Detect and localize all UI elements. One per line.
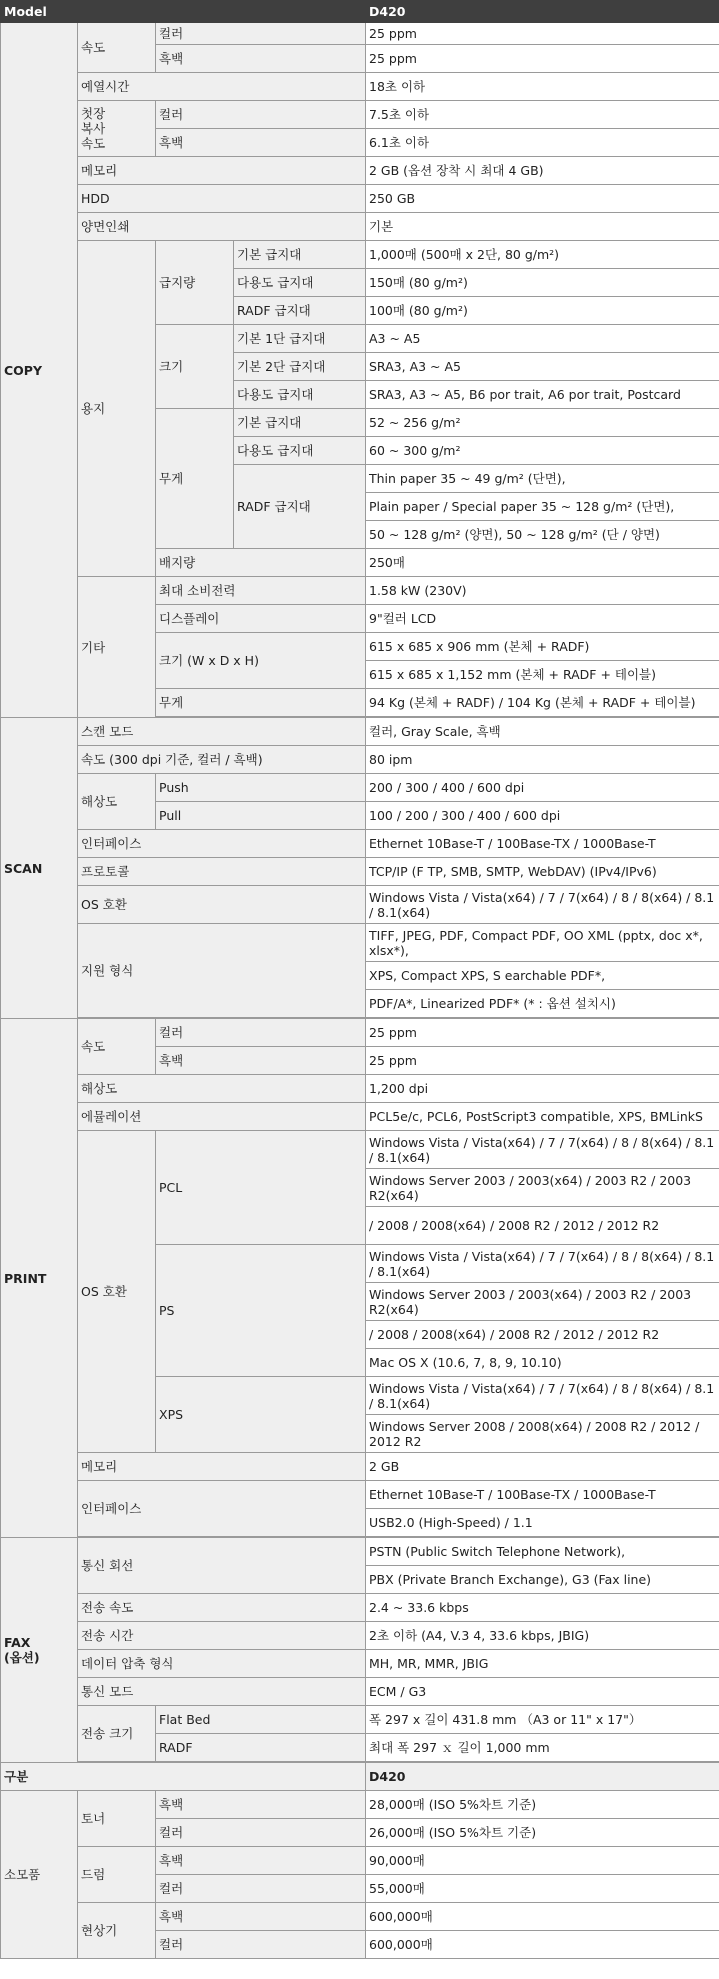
scan-mode-value: 컬러, Gray Scale, 흑백 (366, 718, 719, 746)
dev-mono-value: 600,000매 (366, 1903, 719, 1931)
cap-radf-value: 100매 (80 g/m²) (366, 297, 719, 325)
size-std1-label: 기본 1단 급지대 (234, 325, 366, 353)
hdd-label: HDD (78, 185, 366, 213)
dev-mono-label: 흑백 (156, 1903, 366, 1931)
pcl-value-2: Windows Server 2003 / 2003(x64) / 2003 R2 / 2003 R2(x64) (366, 1169, 719, 1207)
memory-value: 2 GB (옵션 장착 시 최대 4 GB) (366, 157, 719, 185)
scan-if-label: 인터페이스 (78, 830, 366, 858)
line-value-2: PBX (Private Branch Exchange), G3 (Fax line) (366, 1566, 719, 1594)
size-mp-value: SRA3, A3 ~ A5, B6 por trait, A6 por trait, Postcard (366, 381, 719, 409)
print-res-value: 1,200 dpi (366, 1075, 719, 1103)
xps-value-1: Windows Vista / Vista(x64) / 7 / 7(x64) / 8 / 8(x64) / 8.1 / 8.1(x64) (366, 1377, 719, 1415)
section-print: PRINT (1, 1019, 78, 1538)
protocol-label: 프로토콜 (78, 858, 366, 886)
output-label: 배지량 (156, 549, 366, 577)
display-label: 디스플레이 (156, 605, 366, 633)
xps-value-2: Windows Server 2008 / 2008(x64) / 2008 R2 / 2012 / 2012 R2 (366, 1415, 719, 1453)
paper-weight-label: 무게 (156, 409, 234, 549)
first-copy-color-value: 7.5초 이하 (366, 101, 719, 129)
dims-value-1: 615 x 685 x 906 mm (본체 + RADF) (366, 633, 719, 661)
wt-std-value: 52 ~ 256 g/m² (366, 409, 719, 437)
ps-label: PS (156, 1245, 366, 1377)
print-speed-label: 속도 (78, 1019, 156, 1075)
pull-label: Pull (156, 802, 366, 830)
copy-speed-label: 속도 (78, 23, 156, 73)
ps-value-3: / 2008 / 2008(x64) / 2008 R2 / 2012 / 2012 R2 (366, 1321, 719, 1349)
hdd-value: 250 GB (366, 185, 719, 213)
size-std2-value: SRA3, A3 ~ A5 (366, 353, 719, 381)
print-mono-label: 흑백 (156, 1047, 366, 1075)
weight-label: 무게 (156, 689, 366, 717)
pcl-value-3: / 2008 / 2008(x64) / 2008 R2 / 2012 / 2012 R2 (366, 1207, 719, 1245)
pcl-value-1: Windows Vista / Vista(x64) / 7 / 7(x64) / 8 / 8(x64) / 8.1 / 8.1(x64) (366, 1131, 719, 1169)
category-row (1, 1763, 719, 1791)
wt-radf-value-1: Thin paper 35 ~ 49 g/m² (단면), (366, 465, 719, 493)
scan-if-value: Ethernet 10Base-T / 100Base-TX / 1000Base-T (366, 830, 719, 858)
wt-radf-value-2: Plain paper / Special paper 35 ~ 128 g/m² (단면), (366, 493, 719, 521)
first-copy-label: 첫장 복사 속도 (78, 101, 156, 157)
toner-mono-label: 흑백 (156, 1791, 366, 1819)
copy-speed-color-label: 컬러 (156, 23, 366, 45)
scan-mode-label: 스캔 모드 (78, 718, 366, 746)
duplex-label: 양면인쇄 (78, 213, 366, 241)
toner-label: 토너 (78, 1791, 156, 1847)
formats-value-3: PDF/A*, Linearized PDF* (* : 옵션 설치시) (366, 990, 719, 1018)
header-row (1, 1, 719, 23)
paper-label: 용지 (78, 241, 156, 577)
push-value: 200 / 300 / 400 / 600 dpi (366, 774, 719, 802)
formats-label: 지원 형식 (78, 924, 366, 1018)
scan-os-label: OS 호환 (78, 886, 366, 924)
ps-value-4: Mac OS X (10.6, 7, 8, 9, 10.10) (366, 1349, 719, 1377)
emulation-value: PCL5e/c, PCL6, PostScript3 compatible, XPS, BMLinkS (366, 1103, 719, 1131)
first-copy-mono-value: 6.1초 이하 (366, 129, 719, 157)
print-if-value-2: USB2.0 (High-Speed) / 1.1 (366, 1509, 719, 1537)
compression-value: MH, MR, MMR, JBIG (366, 1650, 719, 1678)
drum-color-value: 55,000매 (366, 1875, 719, 1903)
dev-color-label: 컬러 (156, 1931, 366, 1959)
etc-label: 기타 (78, 577, 156, 718)
print-os-label: OS 호환 (78, 1131, 156, 1453)
cap-std-value: 1,000매 (500매 x 2단, 80 g/m²) (366, 241, 719, 269)
size-std2-label: 기본 2단 급지대 (234, 353, 366, 381)
wt-radf-value-3: 50 ~ 128 g/m² (양면), 50 ~ 128 g/m² (단 / 양면) (366, 521, 719, 549)
paper-size-label: 크기 (156, 325, 234, 409)
toner-color-label: 컬러 (156, 1819, 366, 1847)
category-label: 구분 (1, 1763, 366, 1791)
warmup-label: 예열시간 (78, 73, 366, 101)
memory-label: 메모리 (78, 157, 366, 185)
compression-label: 데이터 압축 형식 (78, 1650, 366, 1678)
radf-label: RADF (156, 1734, 366, 1762)
toner-color-value: 26,000매 (ISO 5%차트 기준) (366, 1819, 719, 1847)
wt-mp-value: 60 ~ 300 g/m² (366, 437, 719, 465)
line-value-1: PSTN (Public Switch Telephone Network), (366, 1538, 719, 1566)
wt-std-label: 기본 급지대 (234, 409, 366, 437)
developer-label: 현상기 (78, 1903, 156, 1959)
output-value: 250매 (366, 549, 719, 577)
pull-value: 100 / 200 / 300 / 400 / 600 dpi (366, 802, 719, 830)
comm-mode-value: ECM / G3 (366, 1678, 719, 1706)
ps-value-1: Windows Vista / Vista(x64) / 7 / 7(x64) / 8 / 8(x64) / 8.1 / 8.1(x64) (366, 1245, 719, 1283)
tx-time-value: 2초 이하 (A4, V.3 4, 33.6 kbps, JBIG) (366, 1622, 719, 1650)
drum-mono-value: 90,000매 (366, 1847, 719, 1875)
print-memory-label: 메모리 (78, 1453, 366, 1481)
protocol-value: TCP/IP (F TP, SMB, SMTP, WebDAV) (IPv4/IPv6) (366, 858, 719, 886)
dev-color-value: 600,000매 (366, 1931, 719, 1959)
display-value: 9"컬러 LCD (366, 605, 719, 633)
cap-radf-label: RADF 급지대 (234, 297, 366, 325)
section-fax: FAX (옵션) (1, 1538, 78, 1763)
formats-value-1: TIFF, JPEG, PDF, Compact PDF, OO XML (pptx, doc x*, xlsx*), (366, 924, 719, 962)
section-copy: COPY (1, 23, 78, 718)
dims-value-2: 615 x 685 x 1,152 mm (본체 + RADF + 테이블) (366, 661, 719, 689)
tx-speed-value: 2.4 ~ 33.6 kbps (366, 1594, 719, 1622)
cap-std-label: 기본 급지대 (234, 241, 366, 269)
cap-mp-value: 150매 (80 g/m²) (366, 269, 719, 297)
drum-mono-label: 흑백 (156, 1847, 366, 1875)
dims-label: 크기 (W x D x H) (156, 633, 366, 689)
copy-speed-color-value: 25 ppm (366, 23, 719, 45)
print-if-label: 인터페이스 (78, 1481, 366, 1537)
scan-res-label: 해상도 (78, 774, 156, 830)
paper-capacity-label: 급지량 (156, 241, 234, 325)
print-res-label: 해상도 (78, 1075, 366, 1103)
drum-color-label: 컬러 (156, 1875, 366, 1903)
emulation-label: 에뮬레이션 (78, 1103, 366, 1131)
power-label: 최대 소비전력 (156, 577, 366, 605)
category-model: D420 (366, 1763, 719, 1791)
first-copy-mono-label: 흑백 (156, 129, 366, 157)
model-name: D420 (366, 1, 719, 23)
print-color-label: 컬러 (156, 1019, 366, 1047)
xps-label: XPS (156, 1377, 366, 1453)
size-std1-value: A3 ~ A5 (366, 325, 719, 353)
line-label: 통신 회선 (78, 1538, 366, 1594)
comm-mode-label: 통신 모드 (78, 1678, 366, 1706)
power-value: 1.58 kW (230V) (366, 577, 719, 605)
push-label: Push (156, 774, 366, 802)
wt-radf-label: RADF 급지대 (234, 465, 366, 549)
scan-os-value: Windows Vista / Vista(x64) / 7 / 7(x64) / 8 / 8(x64) / 8.1 / 8.1(x64) (366, 886, 719, 924)
tx-time-label: 전송 시간 (78, 1622, 366, 1650)
drum-label: 드럼 (78, 1847, 156, 1903)
ps-value-2: Windows Server 2003 / 2003(x64) / 2003 R2 / 2003 R2(x64) (366, 1283, 719, 1321)
tx-speed-label: 전송 속도 (78, 1594, 366, 1622)
flatbed-label: Flat Bed (156, 1706, 366, 1734)
duplex-value: 기본 (366, 213, 719, 241)
toner-mono-value: 28,000매 (ISO 5%차트 기준) (366, 1791, 719, 1819)
scan-speed-value: 80 ipm (366, 746, 719, 774)
print-color-value: 25 ppm (366, 1019, 719, 1047)
copy-speed-mono-value: 25 ppm (366, 45, 719, 73)
print-mono-value: 25 ppm (366, 1047, 719, 1075)
pcl-label: PCL (156, 1131, 366, 1245)
radf-value: 최대 폭 297 ｘ 길이 1,000 mm (366, 1734, 719, 1762)
formats-value-2: XPS, Compact XPS, S earchable PDF*, (366, 962, 719, 990)
cap-mp-label: 다용도 급지대 (234, 269, 366, 297)
section-consumables: 소모품 (1, 1791, 78, 1959)
print-memory-value: 2 GB (366, 1453, 719, 1481)
scan-speed-label: 속도 (300 dpi 기준, 컬러 / 흑백) (78, 746, 366, 774)
size-mp-label: 다용도 급지대 (234, 381, 366, 409)
flatbed-value: 폭 297 x 길이 431.8 mm （A3 or 11" x 17"） (366, 1706, 719, 1734)
weight-value: 94 Kg (본체 + RADF) / 104 Kg (본체 + RADF + 테이블) (366, 689, 719, 717)
print-if-value-1: Ethernet 10Base-T / 100Base-TX / 1000Base-T (366, 1481, 719, 1509)
tx-size-label: 전송 크기 (78, 1706, 156, 1762)
first-copy-color-label: 컬러 (156, 101, 366, 129)
warmup-value: 18초 이하 (366, 73, 719, 101)
wt-mp-label: 다용도 급지대 (234, 437, 366, 465)
section-scan: SCAN (1, 718, 78, 1019)
copy-speed-mono-label: 흑백 (156, 45, 366, 73)
model-label: Model (1, 1, 366, 23)
